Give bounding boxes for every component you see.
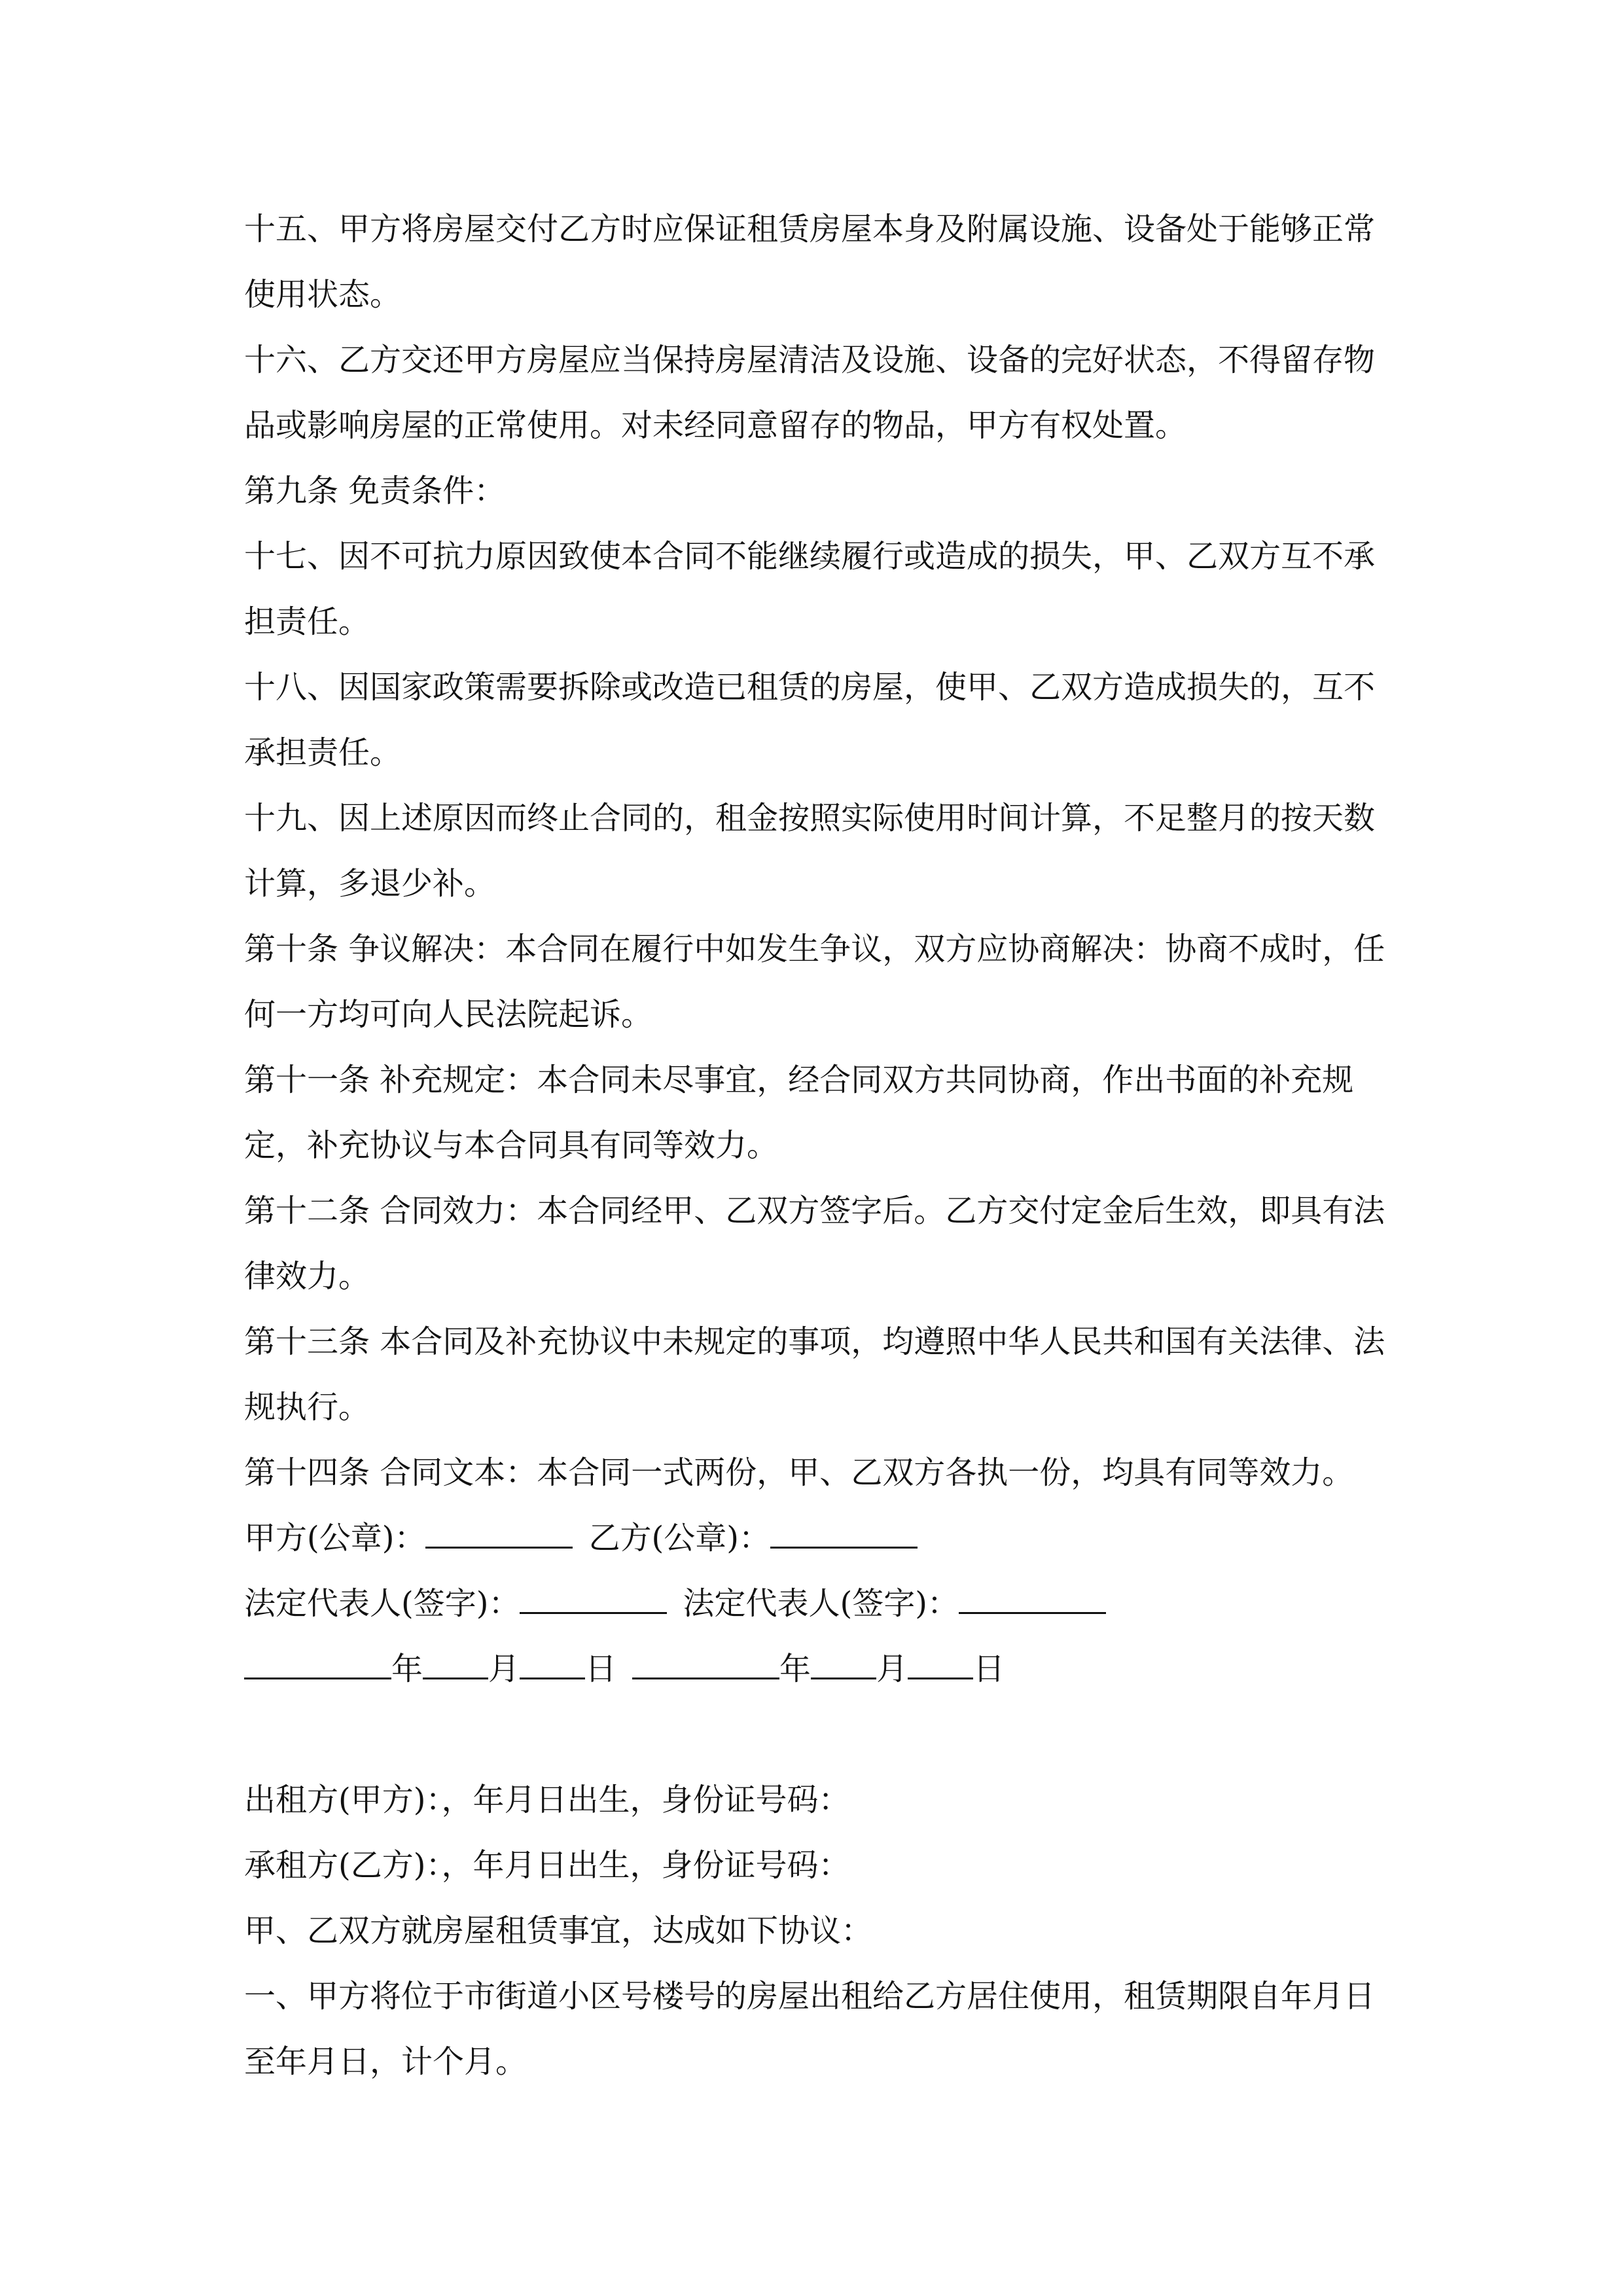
clause-15: 十五、甲方将房屋交付乙方时应保证租赁房屋本身及附属设施、设备处于能够正常使用状态。 (244, 211, 1376, 313)
clause-17: 十七、因不可抗力原因致使本合同不能继续履行或造成的损失，甲、乙双方互不承担责任。 (244, 538, 1376, 640)
rep-a-blank (520, 1586, 667, 1614)
representative-line (244, 1571, 1406, 1636)
article-10: 第十条 争议解决：本合同在履行中如发生争议，双方应协商解决：协商不成时，任何一方均可向人民法院起诉。 (244, 931, 1385, 1033)
clause-1: 一、甲方将位于市街道小区号楼号的房屋出租给乙方居住使用，租赁期限自年月日至年月日，计个月。 (244, 1978, 1376, 2080)
date-a-day-blank (520, 1651, 585, 1679)
rep-b-blank (959, 1586, 1106, 1614)
date-a-month-label: 月 (488, 1651, 520, 1687)
article-9-heading: 第九条 免责条件： (244, 473, 506, 509)
party-b-seal-label: 乙方(公章)： (588, 1520, 770, 1556)
article-12: 第十二条 合同效力：本合同经甲、乙双方签字后。乙方交付定金后生效，即具有法律效力。 (244, 1193, 1385, 1295)
party-a-seal-blank (425, 1520, 573, 1549)
date-b-year-blank (632, 1651, 779, 1679)
document-body (244, 196, 1406, 2094)
rep-a-label: 法定代表人(签字)： (244, 1585, 520, 1622)
date-b-month-label: 月 (876, 1651, 908, 1687)
seal-line (244, 1505, 1406, 1571)
clause-18: 十八、因国家政策需要拆除或改造已租赁的房屋，使甲、乙双方造成损失的，互不承担责任。 (244, 669, 1376, 771)
date-a-year-blank (244, 1651, 391, 1679)
date-a-month-blank (423, 1651, 488, 1679)
date-b-month-blank (811, 1651, 876, 1679)
date-b-day-blank (908, 1651, 973, 1679)
date-a-year-label: 年 (391, 1651, 423, 1687)
article-13: 第十三条 本合同及补充协议中未规定的事项，均遵照中华人民共和国有关法律、法规执行。 (244, 1323, 1385, 1426)
article-11: 第十一条 补充规定：本合同未尽事宜，经合同双方共同协商，作出书面的补充规定，补充协议与本合同具有同等效力。 (244, 1062, 1354, 1164)
article-14: 第十四条 合同文本：本合同一式两份，甲、乙双方各执一份，均具有同等效力。 (244, 1454, 1354, 1491)
date-line (244, 1636, 1406, 1702)
party-b-seal-blank (770, 1520, 918, 1549)
date-b-day-label: 日 (973, 1651, 1005, 1687)
date-a-day-label: 日 (585, 1651, 617, 1687)
lessee-info: 承租方(乙方)：，年月日出生，身份证号码： (244, 1847, 850, 1884)
date-b-year-label: 年 (779, 1651, 812, 1687)
clause-19: 十九、因上述原因而终止合同的，租金按照实际使用时间计算，不足整月的按天数计算，多退少补。 (244, 800, 1376, 902)
agreement-intro: 甲、乙双方就房屋租赁事宜，达成如下协议： (244, 1912, 873, 1949)
lessor-info: 出租方(甲方)：，年月日出生，身份证号码： (244, 1782, 850, 1818)
clause-16: 十六、乙方交还甲方房屋应当保持房屋清洁及设施、设备的完好状态，不得留存物品或影响房屋的正常使用。对未经同意留存的物品，甲方有权处置。 (244, 342, 1376, 444)
section-spacer (244, 1702, 1406, 1767)
party-a-seal-label: 甲方(公章)： (244, 1520, 426, 1556)
rep-b-label: 法定代表人(签字)： (683, 1585, 959, 1622)
